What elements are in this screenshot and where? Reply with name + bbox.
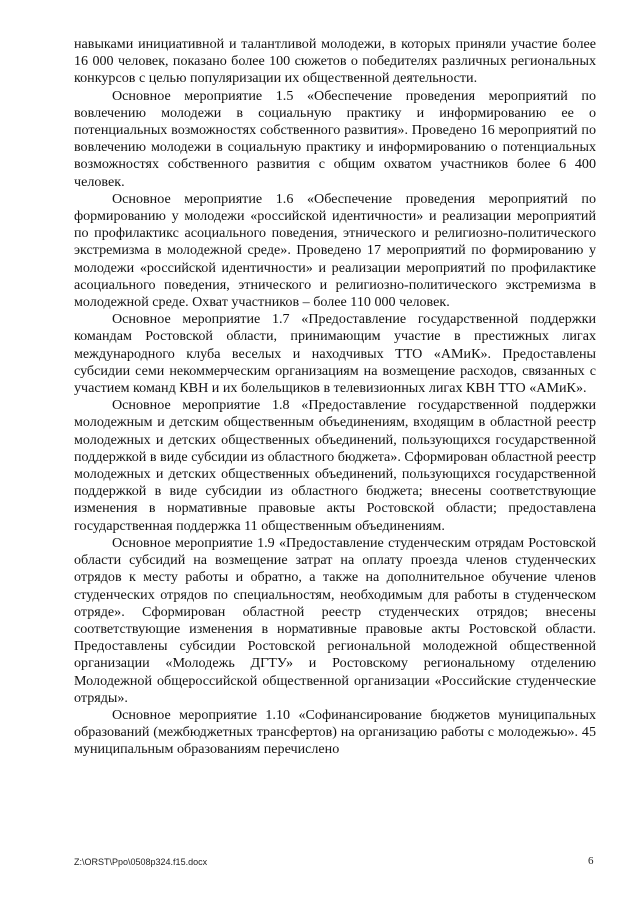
paragraph-measure-1-7: Основное мероприятие 1.7 «Предоставление государственной поддержки командам Ростовской области, принимающим участие в престижных лигах международного клуба веселых и находчивых ТТО «АМиК». Предоставлены субсидии семи некоммерческим организациям на возмещение расходов, связанных с участием команд КВН и их болельщиков в телевизионных лигах КВН ТТО «АМиК».: [74, 311, 596, 397]
paragraph-measure-1-5: Основное мероприятие 1.5 «Обеспечение проведения мероприятий по вовлечению молодежи в социальную практику и информированию ее о потенциальных возможностях собственного развития». Проведено 16 мероприятий по вовлечению молодежи в социальную практику и информированию о потенциальных возможностях собственного развития с общим охватом участников более 6 400 человек.: [74, 87, 596, 190]
paragraph-measure-1-6: Основное мероприятие 1.6 «Обеспечение проведения мероприятий по формированию у молодежи «российской идентичности» и реализации мероприятий по профилактикс асоциального поведения, этнического и религиозно-политического экстремизма в молодежной среде». Проведено 17 мероприятий по формированию у молодежи «российской идентичности» и реализации мероприятий по профилактике асоциального поведения, этнического и религиозно-политического экстремизма в молодежной среде. Охват участников – более 110 000 человек.: [74, 190, 596, 311]
document-body: [74, 36, 596, 759]
paragraph-measure-1-9: Основное мероприятие 1.9 «Предоставление студенческим отрядам Ростовской области субсидий на возмещение затрат на оплату проезда членов студенческих отрядов к месту работы и обратно, а также на дополнительное обучение членов студенческих отрядов по специальностям, необходимым для работы в студенческом отряде». Сформирован областной реестр студенческих отрядов; внесены соответствующие изменения в нормативные правовые акты Ростовской области. Предоставлены субсидии Ростовской региональной молодежной общественной организации «Молодежь ДГТУ» и Ростовскому региональному отделению Молодежной общероссийской общественной организации «Российские студенческие отряды».: [74, 534, 596, 706]
paragraph-measure-1-8: Основное мероприятие 1.8 «Предоставление государственной поддержки молодежным и детским общественным объединениям, входящим в областной реестр молодежных и детских общественных объединений, пользующихся государственной поддержкой в виде субсидии из областного бюджета». Сформирован областной реестр молодежных и детских общественных объединений, пользующихся государственной поддержкой в виде субсидии из областного бюджета; внесены соответствующие изменения в нормативные правовые акты Ростовской области; предоставлена государственная поддержка 11 общественным объединениям.: [74, 397, 596, 534]
page-number: 6: [588, 855, 594, 867]
paragraph-measure-1-10: Основное мероприятие 1.10 «Софинансирование бюджетов муниципальных образований (межбюджетных трансфертов) на организацию работы с молодежью». 45 муниципальным образованиям перечислено: [74, 706, 596, 758]
footer-file-path: Z:\ORST\Ppo\0508p324.f15.docx: [74, 857, 208, 867]
paragraph-continuation: навыками инициативной и талантливой молодежи, в которых приняли участие более 16 000 человек, показано более 100 сюжетов о победителях различных региональных конкурсов с целью популяризации их общественной деятельности.: [74, 36, 596, 87]
